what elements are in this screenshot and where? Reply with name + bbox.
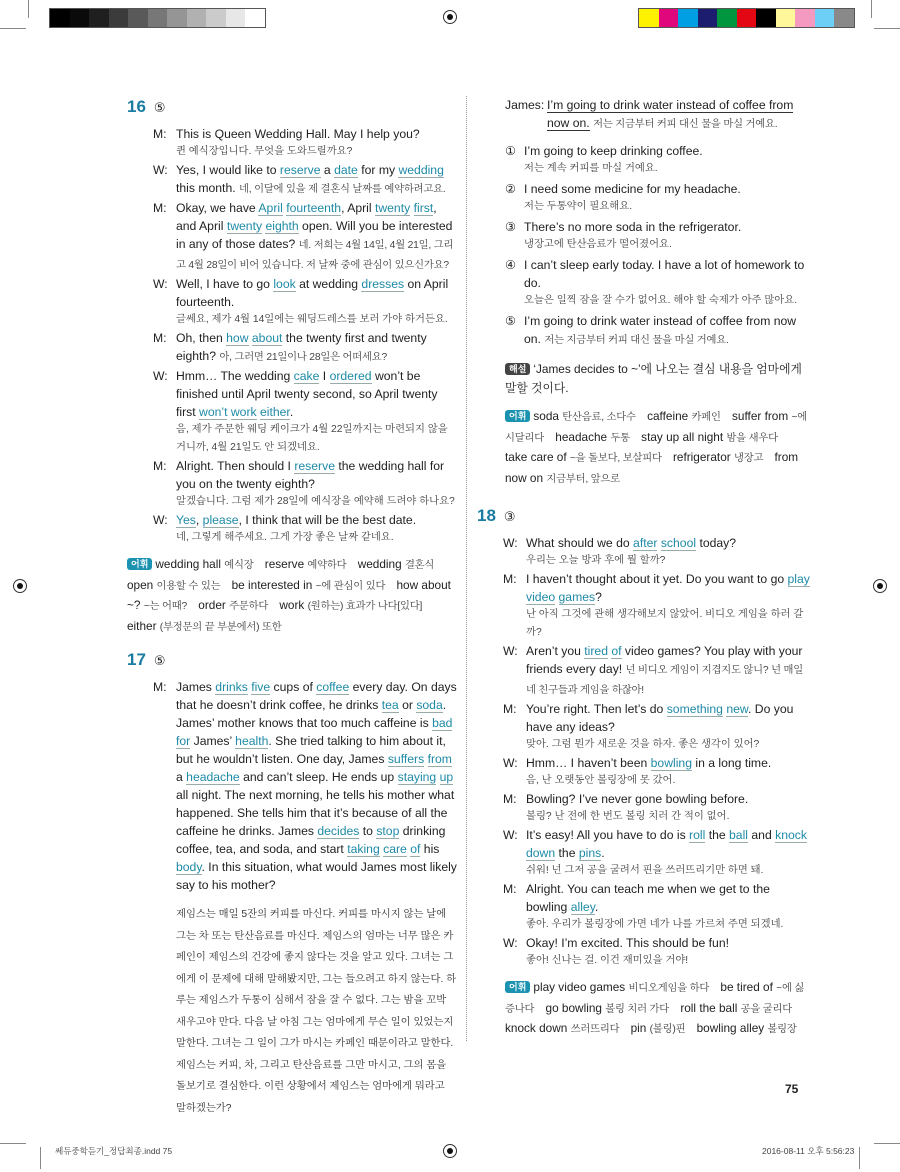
question-18 bbox=[477, 507, 810, 1040]
answer-mark: ⑤ bbox=[153, 653, 166, 668]
translation: 글쎄요, 제가 4월 14일에는 웨딩드레스를 보러 가야 하거든요. bbox=[176, 314, 448, 325]
line-text: Yes, please, I think that will be the best date. 네, 그렇게 해주세요. 그게 가장 좋은 날짜 같네요. bbox=[176, 511, 457, 547]
translation: 좋아! 신나는 걸. 이건 재미있을 거야! bbox=[526, 955, 689, 966]
keyword: something bbox=[666, 702, 723, 716]
speaker: M: bbox=[503, 572, 517, 586]
vocab-term: order bbox=[198, 598, 230, 612]
vocab-term: work bbox=[279, 598, 308, 612]
color-swatch bbox=[187, 9, 207, 27]
speaker: M: bbox=[153, 201, 167, 215]
keyword: stop bbox=[376, 824, 400, 838]
option-number: ⑤ bbox=[505, 314, 516, 328]
translation: 음, 제가 주문한 웨딩 케이크가 4월 22일까지는 마련되지 않을 거니까, 4월 21일도 안 되겠네요. bbox=[176, 424, 448, 453]
color-swatch bbox=[148, 9, 168, 27]
vocab-tag: 어휘 bbox=[127, 558, 152, 570]
dialogue-line bbox=[503, 880, 810, 934]
translation: 난 아직 그것에 관해 생각해보지 않았어. 비디오 게임을 하러 갈까? bbox=[526, 609, 804, 638]
option-number: ② bbox=[505, 182, 516, 196]
james-response bbox=[505, 96, 810, 134]
vocab-term: bowling alley bbox=[696, 1021, 768, 1035]
answer-mark: ③ bbox=[503, 509, 516, 524]
answer-option bbox=[505, 312, 810, 350]
color-swatch bbox=[795, 9, 815, 27]
dialogue-line bbox=[153, 511, 457, 547]
answer-option bbox=[505, 218, 810, 254]
vocab-item bbox=[505, 1021, 619, 1035]
line-text: James drinks five cups of coffee every day. On days that he doesn’t drink coffee, he drinks tea or soda. James’ mother knows that too much caffeine is bad for James’ health. She tried talking to him about it, but he wouldn’t listen. One day, James suffers from a headache and can’t sleep. He ends up staying up all night. The next morning, he tells his mother what happened. She tells him that it’s because of all the caffeine he drinks. James decides to stop drinking coffee, tea, and soda, and start taking care of his body. In this situation, what would James most likely say to his mother? bbox=[176, 680, 457, 892]
vocab-term: suffer from bbox=[732, 409, 792, 423]
translation: 저는 두통약이 필요해요. bbox=[524, 201, 633, 212]
keyword: bad bbox=[432, 716, 453, 730]
dialogue-line bbox=[153, 125, 457, 161]
grayscale-calibration-bar bbox=[49, 8, 266, 28]
color-swatch bbox=[834, 9, 854, 27]
crop-mark bbox=[28, 0, 29, 18]
crop-mark bbox=[0, 28, 26, 29]
translation: 네. 저희는 4월 14일, 4월 21일, 그리고 4월 28일이 비어 있습니다. 저 날짜 중에 관심이 있으신가요? bbox=[176, 240, 454, 271]
vocab-item bbox=[680, 1001, 792, 1015]
vocab-item bbox=[155, 557, 253, 571]
question-16 bbox=[127, 98, 457, 637]
option-text: I’m going to keep drinking coffee. 저는 계속 커피를 마실 거예요. bbox=[524, 142, 810, 178]
dialogue-line bbox=[153, 161, 457, 199]
vocab-item bbox=[631, 1021, 686, 1035]
speaker: W: bbox=[503, 936, 518, 950]
keyword: of bbox=[410, 842, 421, 856]
keyword: about bbox=[251, 331, 283, 345]
dialogue-line bbox=[503, 826, 810, 880]
dialogue-line bbox=[153, 457, 457, 511]
speaker: M: bbox=[503, 792, 517, 806]
line-text: I haven’t thought about it yet. Do you want to go play video games? 난 아직 그것에 관해 생각해보지 않았어. 비디오 게임을 하러 갈까? bbox=[526, 570, 810, 642]
color-swatch bbox=[678, 9, 698, 27]
vocab-meaning: ~에 시달리다 bbox=[505, 412, 808, 444]
vocab-term: soda bbox=[533, 409, 563, 423]
explanation-text: ‘James decides to ~’에 나오는 결심 내용을 엄마에게 말할 것이다. bbox=[505, 362, 802, 395]
vocab-item bbox=[505, 450, 662, 464]
keyword: alley bbox=[570, 900, 595, 914]
color-swatch bbox=[639, 9, 659, 27]
keyword: Yes bbox=[176, 513, 196, 527]
passage bbox=[127, 678, 457, 894]
vocab-term: open bbox=[127, 577, 157, 592]
dialogue-line bbox=[503, 790, 810, 826]
translation: 음, 난 오랫동안 볼링장에 못 갔어. bbox=[526, 775, 676, 786]
vocab-term: either bbox=[127, 618, 160, 633]
dialogue bbox=[127, 125, 457, 547]
option-number: ① bbox=[505, 144, 516, 158]
keyword: for bbox=[176, 734, 191, 748]
keyword: date bbox=[334, 163, 358, 177]
keyword: headache bbox=[186, 770, 240, 784]
vocab-term: caffeine bbox=[647, 409, 692, 423]
vocab-meaning: 공을 굴리다 bbox=[740, 1003, 793, 1015]
option-text: I need some medicine for my headache. 저는 두통약이 필요해요. bbox=[524, 180, 810, 216]
keyword: twenty bbox=[374, 201, 411, 215]
keyword: school bbox=[660, 536, 697, 550]
keyword: please bbox=[202, 513, 239, 527]
keyword: dresses bbox=[361, 277, 405, 291]
option-number: ③ bbox=[505, 220, 516, 234]
vocab-term: be interested in bbox=[231, 577, 316, 592]
answer-sentence: I’m going to drink water instead of coffee from now on. bbox=[547, 98, 794, 130]
vocabulary-box bbox=[127, 555, 457, 637]
keyword: tired bbox=[584, 644, 608, 658]
option-text: There’s no more soda in the refrigerator. 냉장고에 탄산음료가 떨어졌어요. bbox=[524, 218, 810, 254]
keyword: body bbox=[176, 860, 202, 874]
right-column bbox=[477, 96, 810, 1040]
vocab-item bbox=[265, 557, 347, 571]
speaker: W: bbox=[503, 756, 518, 770]
vocab-item bbox=[647, 409, 721, 423]
color-swatch bbox=[737, 9, 757, 27]
keyword: roll bbox=[689, 828, 706, 842]
vocab-term: wedding hall bbox=[155, 557, 225, 571]
page-number: 75 bbox=[785, 1082, 799, 1096]
vocab-term: go bowling bbox=[545, 1000, 606, 1015]
speaker: M: bbox=[503, 702, 517, 716]
footer-timestamp: 2016-08-11 오후 5:56:23 bbox=[762, 1146, 855, 1156]
vocab-item bbox=[641, 430, 778, 444]
dialogue-line bbox=[153, 199, 457, 275]
dialogue-line bbox=[153, 275, 457, 329]
speaker: W: bbox=[503, 644, 518, 658]
answer-option bbox=[505, 256, 810, 310]
vocab-term: from now on bbox=[505, 450, 799, 485]
color-swatch bbox=[226, 9, 246, 27]
keyword: bowling bbox=[650, 756, 692, 770]
question-17 bbox=[127, 651, 457, 1119]
dialogue-line bbox=[503, 642, 810, 700]
line-text: Hmm… The wedding cake I ordered won’t be finished until April twenty second, so April twenty first won’t work either. 음, 제가 주문한 웨딩 케이크가 4월 22일까지는 마련되지 않을 거니까, 4월 21일도 안 되겠네요. bbox=[176, 367, 457, 457]
column-divider bbox=[466, 96, 467, 1041]
keyword: coffee bbox=[316, 680, 350, 694]
vocab-meaning: ~에 싫증나다 bbox=[505, 983, 805, 1015]
registration-mark-icon bbox=[873, 579, 887, 593]
translation: 저는 지금부터 커피 대신 물을 마실 거예요. bbox=[544, 335, 729, 346]
registration-mark-icon bbox=[443, 10, 457, 24]
line-text: Okay, we have April fourteenth, April twenty first, and April twenty eighth open. Will you be interested in any of those dates? 네. 저희는 4월 14일, 4월 21일, 그리고 4월 28일이 비어 있습니다. 저 날짜 중에 관심이 있으신가요? bbox=[176, 201, 454, 271]
dialogue-line bbox=[153, 678, 457, 894]
color-swatch bbox=[776, 9, 796, 27]
line-text: Okay! I’m excited. This should be fun! 좋아! 신나는 걸. 이건 재미있을 거야! bbox=[526, 934, 810, 970]
vocab-term: roll the ball bbox=[680, 1000, 741, 1015]
keyword: drinks bbox=[215, 680, 248, 694]
crop-mark bbox=[871, 0, 872, 18]
vocab-item bbox=[697, 1021, 797, 1035]
translation: 우리는 오늘 방과 후에 뭘 할까? bbox=[526, 555, 666, 566]
registration-mark-icon bbox=[443, 1144, 457, 1158]
speaker: W: bbox=[503, 536, 518, 550]
keyword: down bbox=[526, 846, 556, 860]
color-swatch bbox=[70, 9, 90, 27]
keyword: health bbox=[235, 734, 269, 748]
translation: 맞아. 그럼 뭔가 새로운 것을 하자. 좋은 생각이 있어? bbox=[526, 739, 760, 750]
dialogue-line bbox=[503, 700, 810, 754]
keyword: twenty bbox=[226, 219, 263, 233]
vocab-term: knock down bbox=[505, 1021, 571, 1035]
keyword: look bbox=[273, 277, 296, 291]
keyword: knock bbox=[775, 828, 807, 842]
color-swatch bbox=[756, 9, 776, 27]
question-number: 16 bbox=[127, 97, 146, 116]
vocab-meaning: 결혼식 bbox=[404, 560, 435, 571]
dialogue-line bbox=[503, 934, 810, 970]
color-swatch bbox=[109, 9, 129, 27]
vocab-item bbox=[555, 430, 630, 444]
registration-mark-icon bbox=[13, 579, 27, 593]
color-swatch bbox=[815, 9, 835, 27]
vocab-item bbox=[673, 450, 763, 464]
keyword: ordered bbox=[329, 369, 372, 383]
keyword: work bbox=[230, 405, 257, 419]
color-calibration-bar bbox=[638, 8, 855, 28]
vocab-meaning: 예약하다 bbox=[307, 560, 347, 571]
keyword: soda bbox=[416, 698, 443, 712]
vocab-meaning: 볼링 치러 가다 bbox=[605, 1003, 670, 1015]
color-swatch bbox=[245, 9, 265, 27]
keyword: games bbox=[558, 590, 596, 604]
crop-mark bbox=[874, 28, 900, 29]
line-text: Well, I have to go look at wedding dresses on April fourteenth. 글쎄요, 제가 4월 14일에는 웨딩드레스를 보러 가야 하거든요. bbox=[176, 275, 457, 329]
color-swatch bbox=[659, 9, 679, 27]
vocab-meaning: 주문하다 bbox=[229, 601, 269, 612]
vocab-meaning: ~에 관심이 있다 bbox=[315, 580, 386, 592]
crop-mark bbox=[40, 1147, 41, 1169]
keyword: care bbox=[383, 842, 407, 856]
translation: 아, 그러면 21일이나 28일은 어떠세요? bbox=[219, 352, 388, 363]
vocab-item bbox=[533, 980, 709, 994]
answer-option bbox=[505, 142, 810, 178]
vocab-term: stay up all night bbox=[641, 429, 727, 444]
crop-mark bbox=[0, 1143, 26, 1144]
vocab-item bbox=[533, 409, 635, 423]
line-text: Aren’t you tired of video games? You play with your friends every day! 넌 비디오 게임이 지겹지도 않니? 넌 매일 네 친구들과 게임을 하잖아! bbox=[526, 644, 804, 696]
left-column bbox=[127, 98, 457, 1119]
vocab-item bbox=[127, 619, 281, 633]
dialogue-line bbox=[153, 367, 457, 457]
crop-mark bbox=[874, 1143, 900, 1144]
speaker: M: bbox=[503, 882, 517, 896]
line-text: Bowling? I’ve never gone bowling before. 볼링? 난 전에 한 번도 볼링 치러 간 적이 없어. bbox=[526, 790, 810, 826]
answer-option bbox=[505, 180, 810, 216]
translation: 넌 비디오 게임이 지겹지도 않니? 넌 매일 네 친구들과 게임을 하잖아! bbox=[526, 665, 804, 696]
line-text: Oh, then how about the twenty first and twenty eighth? 아, 그러면 21일이나 28일은 어떠세요? bbox=[176, 331, 427, 363]
explanation-tag: 해설 bbox=[505, 363, 530, 375]
keyword: eighth bbox=[265, 219, 299, 233]
option-number: ④ bbox=[505, 258, 516, 272]
keyword: decides bbox=[317, 824, 360, 838]
color-swatch bbox=[89, 9, 109, 27]
keyword: won’t bbox=[199, 405, 228, 419]
keyword: either bbox=[260, 405, 290, 419]
question-number: 18 bbox=[477, 506, 496, 525]
keyword: suffers bbox=[387, 752, 425, 766]
vocab-meaning: 이용할 수 있는 bbox=[156, 580, 221, 592]
line-text: This is Queen Wedding Hall. May I help you? 퀸 예식장입니다. 무엇을 도와드릴까요? bbox=[176, 125, 457, 161]
vocab-term: take care of bbox=[505, 450, 570, 464]
translation: 네, 이달에 있을 제 결혼식 날짜를 예약하려고요. bbox=[239, 184, 446, 195]
keyword: video bbox=[526, 590, 556, 604]
vocab-item bbox=[279, 598, 422, 612]
vocab-list bbox=[127, 557, 451, 633]
keyword: April bbox=[258, 201, 283, 215]
vocab-term: play video games bbox=[533, 980, 629, 994]
vocab-item bbox=[232, 578, 386, 592]
keyword: play bbox=[787, 572, 810, 586]
keyword: five bbox=[251, 680, 271, 694]
vocab-term: refrigerator bbox=[672, 450, 734, 464]
translation: 저는 계속 커피를 마실 거예요. bbox=[524, 163, 658, 174]
translation: 알겠습니다. 그럼 제가 28일에 예식장을 예약해 드려야 하나요? bbox=[176, 496, 455, 507]
translation: 오늘은 일찍 잠을 잘 수가 없어요. 해야 할 숙제가 아주 많아요. bbox=[524, 295, 798, 306]
color-swatch bbox=[167, 9, 187, 27]
crop-mark bbox=[859, 1147, 860, 1169]
vocabulary-box bbox=[505, 978, 810, 1040]
translation: 쉬워! 넌 그저 공을 굴려서 핀을 쓰러뜨리기만 하면 돼. bbox=[526, 865, 764, 876]
translation: 퀸 예식장입니다. 무엇을 도와드릴까요? bbox=[176, 146, 353, 157]
dialogue-line bbox=[153, 329, 457, 367]
translation: 냉장고에 탄산음료가 떨어졌어요. bbox=[524, 239, 672, 250]
footer-filename: 쎄듀중학듣기_정답최종.indd 75 bbox=[55, 1146, 173, 1156]
vocab-term: wedding bbox=[357, 557, 405, 571]
vocab-meaning: 카페인 bbox=[691, 412, 721, 423]
translation: 볼링? 난 전에 한 번도 볼링 치러 간 적이 없어. bbox=[526, 811, 730, 822]
dialogue bbox=[477, 534, 810, 970]
color-swatch bbox=[128, 9, 148, 27]
vocab-meaning: (볼링)핀 bbox=[649, 1024, 686, 1035]
vocab-tag: 어휘 bbox=[505, 981, 530, 993]
keyword: ball bbox=[729, 828, 749, 842]
line-text: Alright. You can teach me when we get to the bowling alley. 좋아. 우리가 볼링장에 가면 네가 나를 가르쳐 주면 되겠네. bbox=[526, 880, 810, 934]
vocab-meaning: ~을 돌보다, 보살피다 bbox=[569, 453, 662, 464]
vocab-meaning: 두통 bbox=[610, 432, 630, 444]
vocab-term: be tired of bbox=[720, 980, 777, 994]
vocab-meaning: ~는 어때? bbox=[143, 601, 187, 612]
line-text: Yes, I would like to reserve a date for my wedding this month. 네, 이달에 있을 제 결혼식 날짜를 예약하려고요. bbox=[176, 163, 446, 195]
keyword: first bbox=[413, 201, 434, 215]
keyword: cake bbox=[293, 369, 320, 383]
keyword: fourteenth bbox=[286, 201, 342, 215]
vocabulary-box bbox=[505, 407, 810, 489]
speaker: W: bbox=[153, 369, 168, 383]
vocab-list bbox=[505, 409, 807, 485]
vocab-item bbox=[546, 1001, 670, 1015]
keyword: reserve bbox=[294, 459, 335, 473]
explanation-box bbox=[505, 360, 810, 397]
vocab-meaning: 지금부터, 앞으로 bbox=[546, 473, 620, 485]
vocab-item bbox=[127, 578, 220, 592]
option-text: I can’t sleep early today. I have a lot of homework to do. 오늘은 일찍 잠을 잘 수가 없어요. 해야 할 숙제가 아주 많아요. bbox=[524, 256, 810, 310]
line-text: Alright. Then should I reserve the wedding hall for you on the twenty eighth? 알겠습니다. 그럼 제가 28일에 예식장을 예약해 드려야 하나요? bbox=[176, 457, 457, 511]
passage-translation: 제임스는 매일 5잔의 커피를 마신다. 커피를 마시지 않는 날에 그는 차 또는 탄산음료를 마신다. 제임스의 엄마는 너무 많은 카페인이 제임스의 건강에 좋지 않다는 것을 알고 있다. 그녀는 그에게 이 문제에 대해 말해봤지만, 그는 들으려고 하지 않는다. 하루는 제임스가 두통이 심해서 잠을 잘 수 없다. 그는 밤을 꼬박 새우고야 만다. 다음 날 아침 그는 엄마에게 무슨 일이 있었는지 말한다. 그녀는 그 일이 그가 마시는 카페인 때문이라고 말한다. 제임스는 커피, 차, 그리고 탄산음료를 그만 마시고, 그의 몸을 돌보기로 결심한다. 이런 상황에서 제임스는 엄마에게 뭐라고 말하겠는가? bbox=[176, 909, 457, 1114]
color-swatch bbox=[206, 9, 226, 27]
keyword: of bbox=[611, 644, 622, 658]
translation: 저는 지금부터 커피 대신 물을 마실 거예요. bbox=[593, 119, 778, 130]
color-swatch bbox=[698, 9, 718, 27]
speaker: James: bbox=[505, 98, 545, 112]
line-text: Hmm… I haven’t been bowling in a long time. 음, 난 오랫동안 볼링장에 못 갔어. bbox=[526, 754, 810, 790]
vocab-meaning: 예식장 bbox=[224, 560, 254, 571]
speaker: W: bbox=[503, 828, 518, 842]
vocab-meaning: 탄산음료, 소다수 bbox=[562, 412, 636, 423]
vocab-term: headache bbox=[555, 429, 611, 444]
keyword: tea bbox=[381, 698, 399, 712]
speaker: M: bbox=[153, 680, 167, 694]
vocab-term: how about ~? bbox=[127, 577, 451, 612]
vocab-meaning: 비디오게임을 하다 bbox=[628, 983, 710, 994]
dialogue-line bbox=[503, 570, 810, 642]
keyword: staying bbox=[397, 770, 437, 784]
answer-options bbox=[505, 142, 810, 350]
keyword: after bbox=[633, 536, 658, 550]
speaker: M: bbox=[153, 127, 167, 141]
dialogue-line bbox=[503, 754, 810, 790]
speaker: W: bbox=[153, 277, 168, 291]
vocab-list bbox=[505, 980, 805, 1035]
vocab-meaning: (원하는) 효과가 나다[있다] bbox=[307, 601, 423, 612]
vocab-meaning: 밤을 새우다 bbox=[726, 432, 778, 444]
speaker: W: bbox=[153, 513, 168, 527]
vocab-term: reserve bbox=[264, 557, 308, 571]
vocab-term: pin bbox=[630, 1021, 650, 1035]
line-text: You’re right. Then let’s do something new. Do you have any ideas? 맞아. 그럼 뭔가 새로운 것을 하자. 좋은 생각이 있어? bbox=[526, 700, 810, 754]
dialogue-line bbox=[503, 534, 810, 570]
translation: 네, 그렇게 해주세요. 그게 가장 좋은 날짜 같네요. bbox=[176, 532, 394, 543]
question-number: 17 bbox=[127, 650, 146, 669]
line-text: What should we do after school today? 우리는 오늘 방과 후에 뭘 할까? bbox=[526, 534, 810, 570]
speaker: M: bbox=[153, 459, 167, 473]
option-text: I’m going to drink water instead of coffee from now on. 저는 지금부터 커피 대신 물을 마실 거예요. bbox=[524, 314, 797, 346]
keyword: pins bbox=[578, 846, 602, 860]
color-swatch bbox=[50, 9, 70, 27]
vocab-meaning: 쓰러뜨리다 bbox=[570, 1024, 620, 1035]
keyword: wedding bbox=[398, 163, 444, 177]
color-swatch bbox=[717, 9, 737, 27]
keyword: new bbox=[726, 702, 749, 716]
vocab-tag: 어휘 bbox=[505, 410, 530, 422]
answer-mark: ⑤ bbox=[153, 100, 166, 115]
speaker: W: bbox=[153, 163, 168, 177]
line-text: It’s easy! All you have to do is roll the ball and knock down the pins. 쉬워! 넌 그저 공을 굴려서 핀을 쓰러뜨리기만 하면 돼. bbox=[526, 826, 810, 880]
keyword: taking bbox=[347, 842, 380, 856]
vocab-meaning: (부정문의 끝 부분에서) 또한 bbox=[159, 621, 282, 633]
vocab-item bbox=[358, 557, 434, 571]
vocab-meaning: 냉장고 bbox=[733, 453, 764, 464]
keyword: reserve bbox=[279, 163, 321, 177]
vocab-meaning: 볼링장 bbox=[767, 1024, 797, 1035]
keyword: up bbox=[439, 770, 454, 784]
translation: 좋아. 우리가 볼링장에 가면 네가 나를 가르쳐 주면 되겠네. bbox=[526, 919, 784, 930]
speaker: M: bbox=[153, 331, 167, 345]
vocab-item bbox=[198, 598, 268, 612]
keyword: how bbox=[226, 331, 249, 345]
keyword: from bbox=[427, 752, 452, 766]
